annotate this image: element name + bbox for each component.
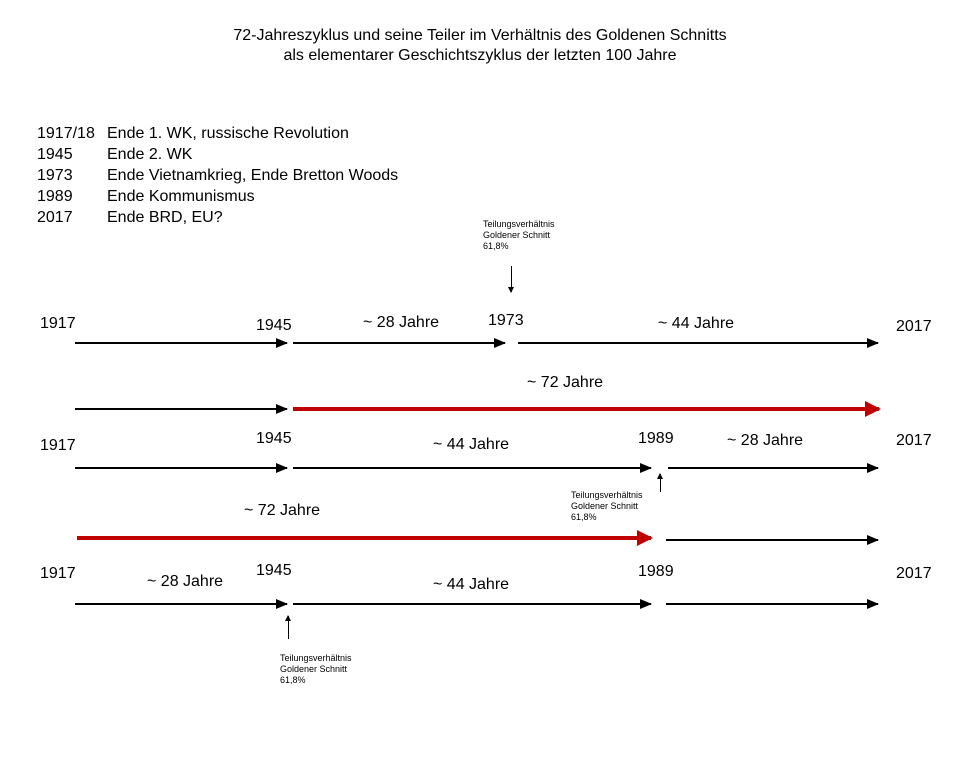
timeline-arrow bbox=[75, 603, 287, 605]
legend-row bbox=[37, 165, 398, 186]
span-label-28-years: ~ 28 Jahre bbox=[363, 314, 440, 331]
event-legend bbox=[37, 123, 398, 228]
legend-event: Ende Vietnamkrieg, Ende Bretton Woods bbox=[107, 167, 399, 184]
golden-ratio-note-1945 bbox=[280, 653, 352, 686]
note-line: 61,8% bbox=[280, 675, 306, 685]
timeline-arrow bbox=[666, 539, 878, 541]
timeline-arrow bbox=[668, 467, 878, 469]
golden-ratio-note-1973 bbox=[483, 219, 555, 252]
pointer-arrow-up-icon bbox=[660, 474, 661, 492]
legend-row bbox=[37, 207, 398, 228]
timeline-arrow bbox=[293, 467, 651, 469]
span-label-72-years: ~ 72 Jahre bbox=[244, 502, 321, 519]
note-line: Goldener Schnitt bbox=[280, 664, 348, 674]
legend-row bbox=[37, 144, 398, 165]
timeline-arrow bbox=[293, 603, 651, 605]
note-line: Teilungsverhältnis bbox=[280, 653, 352, 663]
legend-row bbox=[37, 186, 398, 207]
year-label-2017: 2017 bbox=[896, 432, 932, 449]
legend-event: Ende BRD, EU? bbox=[107, 209, 223, 226]
year-label-1973: 1973 bbox=[488, 312, 524, 329]
span-label-44-years: ~ 44 Jahre bbox=[433, 436, 510, 453]
note-line: Goldener Schnitt bbox=[571, 501, 639, 511]
legend-event: Ende 1. WK, russische Revolution bbox=[107, 125, 349, 142]
timeline-arrow bbox=[75, 467, 287, 469]
legend-year: 1917/18 bbox=[37, 125, 95, 142]
diagram-title-line-2: als elementarer Geschichtszyklus der letzten 100 Jahre bbox=[283, 47, 677, 64]
timeline-arrow bbox=[75, 342, 287, 344]
red-72-year-arrow bbox=[77, 536, 651, 540]
timeline-arrow bbox=[293, 342, 505, 344]
year-label-2017: 2017 bbox=[896, 565, 932, 582]
span-label-44-years: ~ 44 Jahre bbox=[433, 576, 510, 593]
year-label-1917: 1917 bbox=[40, 437, 76, 454]
legend-year: 2017 bbox=[37, 209, 73, 226]
diagram-title-line-1: 72-Jahreszyklus und seine Teiler im Verhältnis des Goldenen Schnitts bbox=[233, 27, 727, 44]
pointer-arrow-up-icon bbox=[288, 616, 289, 639]
note-line: Goldener Schnitt bbox=[483, 230, 551, 240]
note-line: 61,8% bbox=[571, 512, 597, 522]
timeline-arrow bbox=[666, 603, 878, 605]
year-label-2017: 2017 bbox=[896, 318, 932, 335]
legend-row bbox=[37, 123, 398, 144]
legend-event: Ende 2. WK bbox=[107, 146, 193, 163]
year-label-1945: 1945 bbox=[256, 562, 292, 579]
year-label-1945: 1945 bbox=[256, 430, 292, 447]
year-label-1989: 1989 bbox=[638, 430, 674, 447]
span-label-28-years: ~ 28 Jahre bbox=[727, 432, 804, 449]
year-label-1989: 1989 bbox=[638, 563, 674, 580]
timeline-arrow bbox=[75, 408, 287, 410]
span-label-72-years: ~ 72 Jahre bbox=[527, 374, 604, 391]
note-line: Teilungsverhältnis bbox=[571, 490, 643, 500]
year-label-1917: 1917 bbox=[40, 315, 76, 332]
year-label-1945: 1945 bbox=[256, 317, 292, 334]
span-label-28-years: ~ 28 Jahre bbox=[147, 573, 224, 590]
year-label-1917: 1917 bbox=[40, 565, 76, 582]
legend-year: 1989 bbox=[37, 188, 73, 205]
red-72-year-arrow bbox=[293, 407, 879, 411]
legend-year: 1945 bbox=[37, 146, 73, 163]
legend-year: 1973 bbox=[37, 167, 73, 184]
pointer-arrow-down-icon bbox=[511, 266, 512, 292]
note-line: Teilungsverhältnis bbox=[483, 219, 555, 229]
span-label-44-years: ~ 44 Jahre bbox=[658, 315, 735, 332]
legend-event: Ende Kommunismus bbox=[107, 188, 255, 205]
golden-ratio-note-1989 bbox=[571, 490, 643, 523]
timeline-arrow bbox=[518, 342, 878, 344]
note-line: 61,8% bbox=[483, 241, 509, 251]
